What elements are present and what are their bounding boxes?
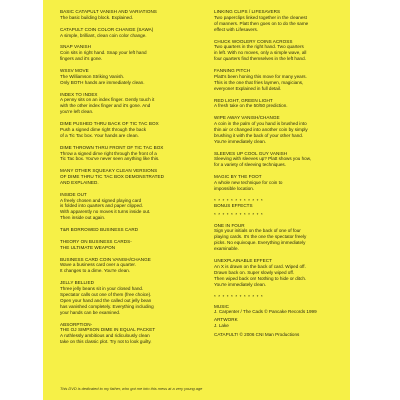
stars-divider: * * * * * * * * * * * *	[214, 211, 264, 217]
effect-title: DIME PUSHED THRU BACK OF TIC TAC BOX	[60, 121, 159, 127]
effect-description: Push a signed dime right through the back of a Tic Tac box. Your hands are clean.	[60, 126, 147, 138]
effect-description: A coin in the palm of you hand is brushed into thin air or changed into another coin by simply brushing it with the back of your other hand. You're immediately clean.	[214, 121, 308, 144]
effect-title: INSIDE OUT	[60, 191, 87, 197]
effect-description: A penny sits on an index finger. Gently touch it with the other index finger and it's gone. And you're left clean.	[60, 97, 155, 115]
bonus-effects-list	[214, 223, 342, 288]
effect-description: A freely chosen and signed playing card is folded into quarters and paper clipped. With apparently no moves it turns inside out. Then inside out again.	[60, 197, 151, 221]
music-label: MUSIC	[214, 303, 230, 309]
dedication-note: This DVD is dedicated to my father, who got me into this mess at a very young age	[60, 386, 203, 391]
effect-title: ONE IN FOUR	[214, 222, 245, 228]
effect-entry	[60, 192, 203, 221]
effects-list-left	[60, 9, 203, 351]
effect-entry	[214, 151, 342, 169]
effect-description: Two paperclips linked together in the cleanest of manners. Platt then goes on to do the same effect with Lifesavers.	[214, 14, 309, 32]
artwork-label: ARTWORK	[214, 317, 238, 323]
effect-entry	[214, 98, 342, 110]
copyright-notice: CATAPULT! © 2006 CNI Man Productions	[214, 331, 300, 337]
effect-entry	[214, 174, 342, 192]
effect-entry	[214, 9, 342, 33]
effect-description: Sign your initials on the back of one of four playing cards. It's the one the spectator freely picks. No equivoque. Everything immediately examinable.	[214, 228, 307, 252]
music-credit: J. Carpenter / The Cads © Pancake Records 1999	[214, 309, 317, 315]
effects-list-right	[214, 9, 342, 338]
effect-entry	[60, 227, 203, 233]
effect-title: BASIC CATAPULT VANISH AND VARIATIONS	[60, 9, 157, 14]
effect-entry	[214, 68, 342, 92]
effect-entry	[60, 280, 203, 315]
effect-entry	[60, 322, 203, 345]
effect-entry	[214, 115, 342, 144]
effect-description: The basic building block. Explained.	[60, 14, 134, 20]
effect-title: UNEXPLAINABLE EFFECT	[214, 258, 272, 264]
effect-description: A simple, brilliant, clean coin color change.	[60, 32, 147, 38]
effect-entry	[60, 145, 203, 163]
effect-entry	[214, 39, 342, 63]
bonus-effects-heading: BONUS EFFECTS	[214, 202, 253, 208]
effect-description: A fresh take on the 50/50 prediction.	[214, 103, 288, 109]
stars-divider: * * * * * * * * * * * *	[214, 293, 264, 299]
effect-entry	[214, 223, 342, 252]
effect-title: SLEEVES UP COOL GUY VANISH	[214, 150, 288, 156]
effect-title: MANY OTHER SQUEAKY CLEAN VERSIONS OF DIME THRU TIC TAC BOX DEMONSTRATED AND EXPLAINED.	[60, 168, 165, 185]
effect-description: Throw a signed dime right through the front of a Tic Tac box. You've never seen anything like this.	[60, 150, 160, 162]
effect-title: INDEX TO INDEX	[60, 91, 98, 97]
effect-entry	[60, 239, 203, 251]
effect-title: LINKING CLIPS / LIFESAVERS	[214, 9, 281, 14]
effect-entry	[214, 258, 342, 287]
effect-description: Coin sits in right hand. Snap your left hand fingers and it's gone.	[60, 50, 147, 62]
effect-title: ABSORPTION- THE OJ SIMPSON DIME IN EQUAL PACKET	[60, 321, 156, 333]
effect-title: DIME THROWN THRU FRONT OF TIC TAC BOX	[60, 144, 164, 150]
effect-title: FANNING PITCH	[214, 68, 251, 74]
effect-description: The Williamson Striking Vanish. Only BOTH hands are immediately clean.	[60, 73, 145, 85]
effect-description: Three jelly beans sit in your closed hand. Spectator calls out one of them (free choice). Open your hand and the called out jelly bean has vanished completely. Everything including your hands can be examined.	[60, 285, 154, 315]
effect-title: T&R BORROWED BUSINESS CARD	[60, 227, 139, 233]
effect-title: BUSINESS CARD COIN VANISH/CHANGE	[60, 256, 151, 262]
effect-title: WIPE AWAY VANISH/CHANGE	[214, 115, 280, 121]
effect-entry	[60, 9, 203, 21]
effect-title: CATAPULT COIN COLOR CHANGE (SAWA)	[60, 26, 154, 32]
artwork-credit: J. Lake	[214, 323, 229, 329]
effect-title: RED LIGHT, GREEN LIGHT	[214, 97, 273, 103]
effect-entry	[60, 27, 203, 39]
dvd-back-cover	[43, 0, 350, 400]
effect-description: Two quarters in the right hand. Two quarters in left. With no moves, only a simple wave, all four quarters find themselves in the left hand.	[214, 44, 307, 62]
effect-description: A ruthlessly ambitious and ridiculously clean take on this classic plot. Try not to look guilty.	[60, 333, 152, 344]
effect-title: JELLY BELLIED	[60, 280, 94, 286]
effect-description: Platt's been honing this move for many years. This is the one that fries laymen, magicians, everyone! Explained in full detail.	[214, 73, 307, 91]
effect-description: A whole new technique for coin to impossible location.	[214, 180, 283, 191]
effect-entry	[60, 168, 203, 185]
effect-title: CHUCK WOOLERY COINS ACROSS	[214, 38, 293, 44]
effect-entry	[60, 121, 203, 139]
effect-title: WSSV MOVE	[60, 68, 89, 74]
effect-title: THEORY ON BUSINESS CARDS- THE ULTIMATE WEAPON	[60, 238, 132, 250]
effect-description: Wave a business card over a quarter. It changes to a dime. You're clean.	[60, 262, 136, 274]
effect-entry	[60, 92, 203, 116]
effect-title: MAGIC BY THE FOOT	[214, 174, 262, 180]
effect-description: Sleeving with sleeves up? Platt shows you how, for a variety of sleeving techniques.	[214, 156, 312, 168]
credits	[214, 304, 342, 338]
effects-list-right-entries	[214, 9, 342, 192]
effect-entry	[60, 68, 203, 86]
effect-title: SNAP VANISH	[60, 44, 92, 50]
effect-entry	[60, 257, 203, 275]
effect-description: An X is drawn on the back of card. Wiped off. Drawn back on. Super slowly wiped off. Then wiped back on! Nothing to hide or ditch. You're immediately clean.	[214, 263, 307, 287]
effect-entry	[60, 44, 203, 62]
stars-divider: * * * * * * * * * * * *	[214, 197, 264, 203]
